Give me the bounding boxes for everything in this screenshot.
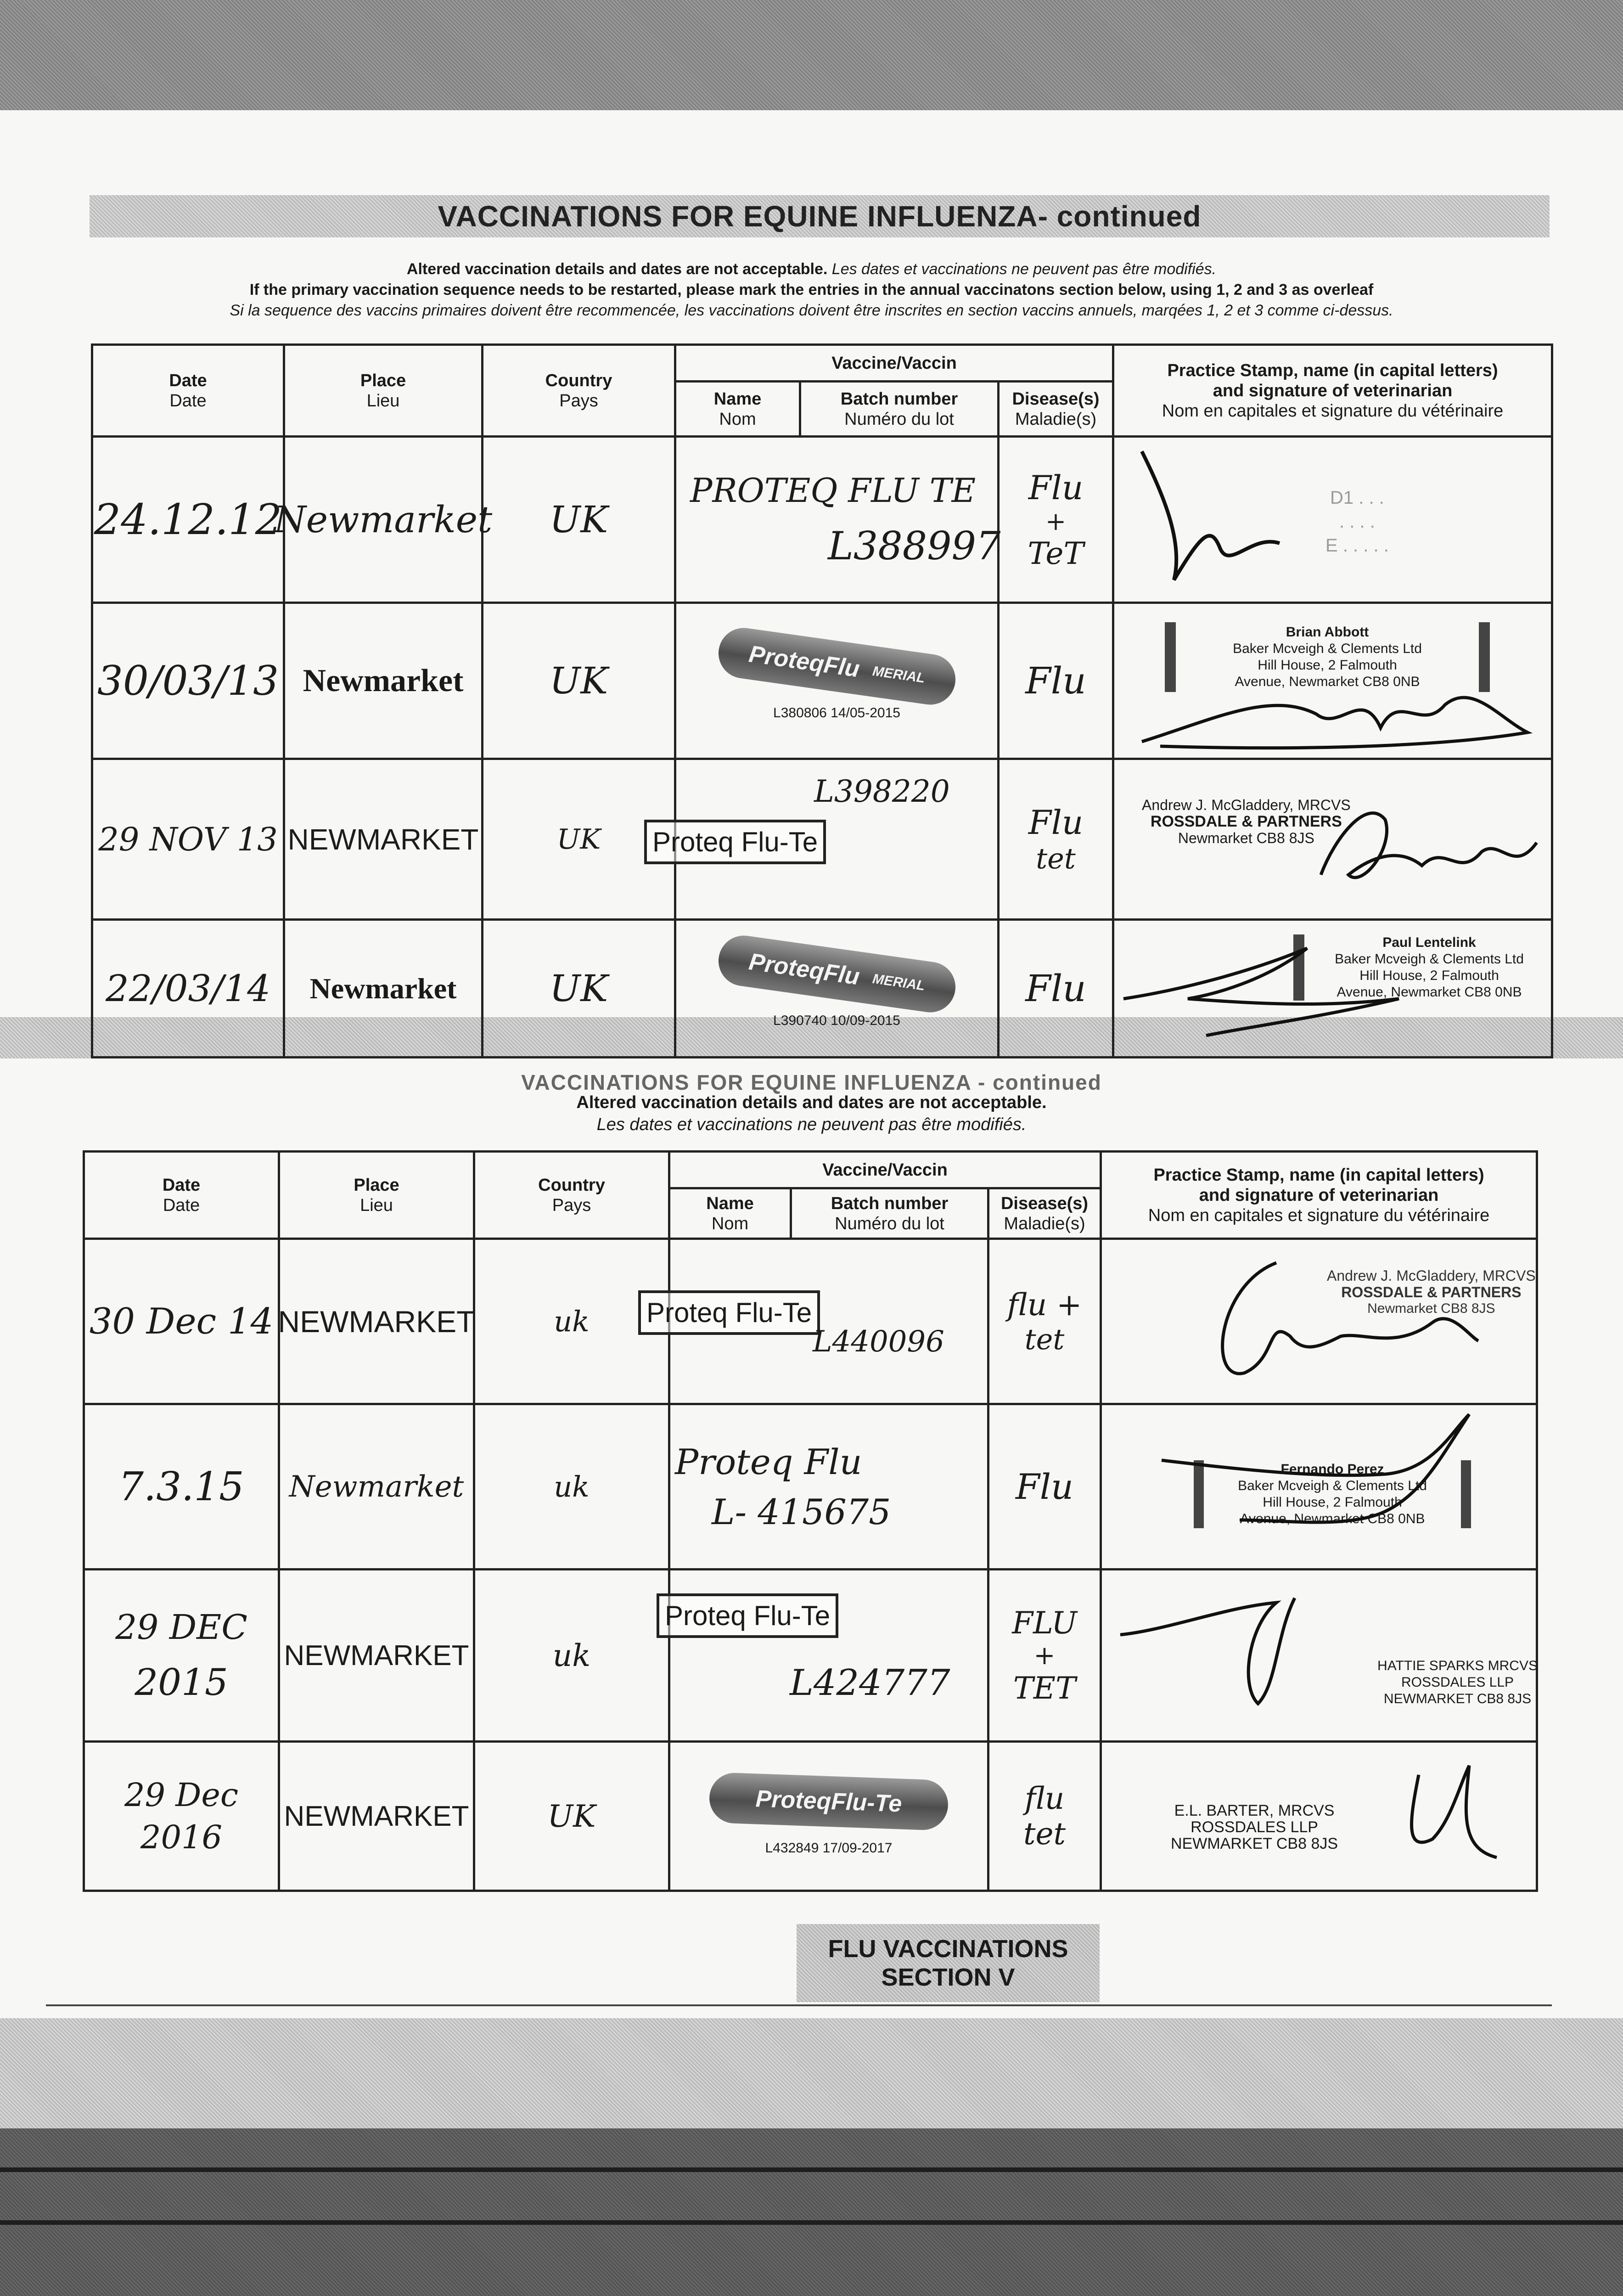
cell-vaccine-name-batch: Proteq Flu-Te L424777 bbox=[669, 1570, 988, 1742]
vaccination-table-1 bbox=[91, 343, 1553, 1058]
restart-notice-en: If the primary vaccination sequence needs to be restarted, please mark the entries in the annual vaccinatons section below, using 1, 2 and 3 as overleaf bbox=[249, 281, 1374, 298]
vaccine-sticker: ProteqFlu MERIAL bbox=[715, 932, 958, 1015]
table-row bbox=[84, 1239, 1537, 1404]
col-batch-number: Batch number Numéro du lot bbox=[800, 382, 999, 437]
cell-place: Newmarket bbox=[284, 920, 483, 1058]
cell-vaccine-name-batch: L398220 Proteq Flu-Te bbox=[675, 759, 999, 920]
col-batch-number: Batch number Numéro du lot bbox=[791, 1188, 988, 1239]
cell-vaccine-label: ProteqFlu MERIAL L380806 14/05-2015 bbox=[675, 603, 999, 759]
cell-date: 22/03/14 bbox=[92, 920, 284, 1058]
vet-stamp: Paul Lentelink Baker Mcveigh & Clements Ltd Hill House, 2 Falmouth Avenue, Newmarket CB8 0NB bbox=[1293, 934, 1549, 1001]
altered-notice-fr: Les dates et vaccinations ne peuvent pas être modifiés. bbox=[831, 260, 1217, 278]
cell-practice-stamp bbox=[1113, 603, 1552, 759]
vet-signature bbox=[1114, 930, 1436, 1049]
vaccine-name-stamp: Proteq Flu-Te bbox=[644, 820, 826, 864]
cell-practice-stamp bbox=[1101, 1239, 1537, 1404]
cell-country: uk bbox=[474, 1404, 669, 1570]
altered-notice bbox=[0, 259, 1623, 279]
cell-place: Newmarket bbox=[279, 1404, 474, 1570]
col-country: Country Pays bbox=[474, 1152, 669, 1239]
cell-disease: Flu + TeT bbox=[999, 437, 1113, 603]
cell-place: NEWMARKET bbox=[279, 1570, 474, 1742]
cell-disease: Flu tet bbox=[999, 759, 1113, 920]
vet-signature bbox=[1307, 769, 1546, 907]
vet-signature bbox=[1157, 1244, 1478, 1396]
vet-signature bbox=[1148, 1405, 1515, 1557]
section-title-suffix: - continued bbox=[1038, 200, 1202, 233]
col-place: Place Lieu bbox=[284, 345, 483, 437]
cell-place: NEWMARKET bbox=[279, 1742, 474, 1891]
section2-notice-en: Altered vaccination details and dates are not acceptable. bbox=[576, 1093, 1047, 1112]
col-practice-stamp: Practice Stamp, name (in capital letters) and signature of veterinarian Nom en capitales et signature du vétérinaire bbox=[1113, 345, 1552, 437]
col-vaccine-name: Name Nom bbox=[675, 382, 800, 437]
table-row bbox=[84, 1570, 1537, 1742]
section-tab-line1: FLU VACCINATIONS bbox=[828, 1935, 1068, 1963]
cell-practice-stamp bbox=[1101, 1570, 1537, 1742]
cell-place: NEWMARKET bbox=[284, 759, 483, 920]
vet-stamp: HATTIE SPARKS MRCVS ROSSDALES LLP NEWMARKET CB8 8JS bbox=[1377, 1658, 1538, 1706]
section-title-main: VACCINATIONS FOR EQUINE INFLUENZA bbox=[438, 200, 1038, 233]
col-date: Date Date bbox=[92, 345, 284, 437]
vet-stamp: Fernando Perez Baker Mcveigh & Clements Ltd Hill House, 2 Falmouth Avenue, Newmarket CB8 0NB bbox=[1194, 1460, 1471, 1528]
section2-notice-fr: Les dates et vaccinations ne peuvent pas être modifiés. bbox=[596, 1115, 1027, 1134]
col-vaccine-group: Vaccine/Vaccin bbox=[669, 1152, 1101, 1188]
cell-vaccine-label: ProteqFlu MERIAL L390740 10/09-2015 bbox=[675, 920, 999, 1058]
section2-title: VACCINATIONS FOR EQUINE INFLUENZA - continued bbox=[521, 1070, 1102, 1094]
cell-disease: Flu bbox=[999, 603, 1113, 759]
col-country: Country Pays bbox=[483, 345, 675, 437]
col-vaccine-group: Vaccine/Vaccin bbox=[675, 345, 1113, 382]
col-place: Place Lieu bbox=[279, 1152, 474, 1239]
scan-band-top bbox=[0, 0, 1623, 110]
vet-signature bbox=[1391, 1747, 1506, 1885]
cell-vaccine-label: ProteqFlu-Te L432849 17/09-2017 bbox=[669, 1742, 988, 1891]
cell-disease: flu tet bbox=[988, 1742, 1101, 1891]
vaccine-name-stamp: Proteq Flu-Te bbox=[657, 1593, 838, 1638]
cell-country: UK bbox=[483, 437, 675, 603]
bottom-rule bbox=[46, 2004, 1552, 2006]
table-row bbox=[84, 1404, 1537, 1570]
table-row bbox=[84, 1742, 1537, 1891]
cell-vaccine-name-batch: Proteq Flu L- 415675 bbox=[669, 1404, 988, 1570]
cell-disease: Flu bbox=[999, 920, 1113, 1058]
vet-stamp: Brian Abbott Baker Mcveigh & Clements Ltd Hill House, 2 Falmouth Avenue, Newmarket CB8 0NB bbox=[1165, 622, 1490, 692]
cell-practice-stamp bbox=[1113, 759, 1552, 920]
cell-country: UK bbox=[483, 603, 675, 759]
vet-signature bbox=[1123, 664, 1537, 755]
restart-notice-fr: Si la sequence des vaccins primaires doivent être recommencée, les vaccinations doivent être inscrites en section vaccins annuels, marqées 1, 2 et 3 comme ci-dessus. bbox=[230, 302, 1393, 319]
col-practice-stamp: Practice Stamp, name (in capital letters) and signature of veterinarian Nom en capitales et signature du vétérinaire bbox=[1101, 1152, 1537, 1239]
cell-country: uk bbox=[474, 1239, 669, 1404]
cell-place: Newmarket bbox=[284, 603, 483, 759]
cell-place: Newmarket bbox=[284, 437, 483, 603]
cell-country: uk bbox=[474, 1570, 669, 1742]
scan-strip-2 bbox=[0, 2220, 1623, 2225]
scan-band-bottom-light bbox=[0, 2018, 1623, 2128]
vaccine-sticker: ProteqFlu MERIAL bbox=[715, 625, 958, 708]
vet-stamp: Andrew J. McGladdery, MRCVS ROSSDALE & PARTNERS Newmarket CB8 8JS bbox=[1327, 1267, 1536, 1316]
cell-date: 30/03/13 bbox=[92, 603, 284, 759]
scan-band-bottom bbox=[0, 2128, 1623, 2296]
col-date: Date Date bbox=[84, 1152, 279, 1239]
cell-practice-stamp bbox=[1101, 1742, 1537, 1891]
cell-disease: FLU + TET bbox=[988, 1570, 1101, 1742]
col-disease: Disease(s) Maladie(s) bbox=[999, 382, 1113, 437]
cell-practice-stamp bbox=[1101, 1404, 1537, 1570]
section-tab bbox=[797, 1924, 1100, 2002]
vet-signature bbox=[1133, 442, 1316, 594]
cell-country: UK bbox=[474, 1742, 669, 1891]
cell-practice-stamp bbox=[1113, 437, 1552, 603]
cell-vaccine-name-batch: PROTEQ FLU TE L388997 bbox=[675, 437, 999, 603]
cell-date: 30 Dec 14 bbox=[84, 1239, 279, 1404]
table-row bbox=[92, 759, 1552, 920]
cell-date: 7.3.15 bbox=[84, 1404, 279, 1570]
cell-country: UK bbox=[483, 920, 675, 1058]
vaccination-table-2 bbox=[83, 1150, 1538, 1892]
vaccine-sticker: ProteqFlu-Te bbox=[708, 1772, 949, 1831]
col-disease: Disease(s) Maladie(s) bbox=[988, 1188, 1101, 1239]
cell-date: 29 NOV 13 bbox=[92, 759, 284, 920]
cell-disease: Flu bbox=[988, 1404, 1101, 1570]
cell-date: 29 DEC 2015 bbox=[84, 1570, 279, 1742]
section-tab-line2: SECTION V bbox=[881, 1964, 1015, 1991]
cell-date: 24.12.12 bbox=[92, 437, 284, 603]
cell-disease: flu + tet bbox=[988, 1239, 1101, 1404]
cell-place: NEWMARKET bbox=[279, 1239, 474, 1404]
vet-stamp: E.L. BARTER, MRCVS ROSSDALES LLP NEWMARKET CB8 8JS bbox=[1171, 1802, 1338, 1852]
section-title bbox=[90, 195, 1550, 237]
vet-stamp: Andrew J. McGladdery, MRCVS ROSSDALE & PARTNERS Newmarket CB8 8JS bbox=[1142, 797, 1351, 846]
vet-signature bbox=[1111, 1580, 1341, 1731]
table-row bbox=[92, 920, 1552, 1058]
altered-notice-en: Altered vaccination details and dates are not acceptable. bbox=[406, 260, 828, 278]
col-vaccine-name: Name Nom bbox=[669, 1188, 791, 1239]
cell-vaccine-name-batch: Proteq Flu-Te L440096 bbox=[669, 1239, 988, 1404]
cell-practice-stamp bbox=[1113, 920, 1552, 1058]
table-row bbox=[92, 603, 1552, 759]
scan-strip-1 bbox=[0, 2167, 1623, 2172]
table-row bbox=[92, 437, 1552, 603]
vaccine-name-stamp: Proteq Flu-Te bbox=[638, 1290, 820, 1335]
cell-country: UK bbox=[483, 759, 675, 920]
faint-stamp: D1 . . . . . . . E . . . . . bbox=[1325, 488, 1389, 556]
cell-date: 29 Dec 2016 bbox=[84, 1742, 279, 1891]
